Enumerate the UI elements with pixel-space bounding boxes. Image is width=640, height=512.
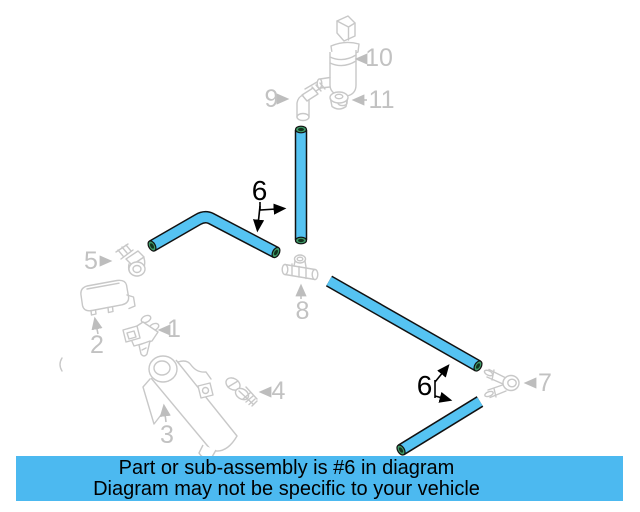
- part-label-2: 2: [90, 331, 104, 359]
- part-3-actuator-cylinder: [143, 356, 237, 458]
- part-label-9: 9: [264, 85, 279, 113]
- part-7-y-connector: [484, 369, 519, 397]
- part-label-8: 8: [295, 297, 310, 325]
- part-9-elbow-connector: [297, 82, 325, 121]
- part-5-elbow-connector: [116, 244, 145, 276]
- part-label-10: 10: [365, 44, 393, 72]
- part-label-7: 7: [538, 369, 552, 397]
- callout-6-left: [258, 202, 285, 230]
- part-label-4: 4: [271, 377, 286, 405]
- arrow-3: [164, 406, 166, 422]
- footer-banner: [16, 456, 623, 501]
- part-label-1: 1: [167, 315, 181, 343]
- part-8-tee-connector: [282, 255, 318, 280]
- part-label-3: 3: [160, 421, 174, 449]
- hose-bent: [146, 217, 281, 259]
- part-label-5: 5: [84, 247, 98, 275]
- hose-long-diagonal: [329, 281, 484, 372]
- banner-line-2: Diagram may not be specific to your vehicle: [93, 478, 480, 500]
- part-1-washer-nozzle: [123, 314, 160, 356]
- hose-vertical: [296, 126, 307, 244]
- part-label-11: 11: [368, 86, 395, 114]
- part-4-screw: [224, 375, 257, 406]
- part-label-6-left: 6: [251, 175, 268, 206]
- part-label-6-right: 6: [416, 370, 433, 401]
- part-11-grommet: [330, 92, 348, 109]
- callout-6-right: [435, 366, 450, 400]
- banner-line-1: Part or sub-assembly is #6 in diagram: [118, 457, 455, 479]
- hose-short-diagonal: [395, 402, 480, 457]
